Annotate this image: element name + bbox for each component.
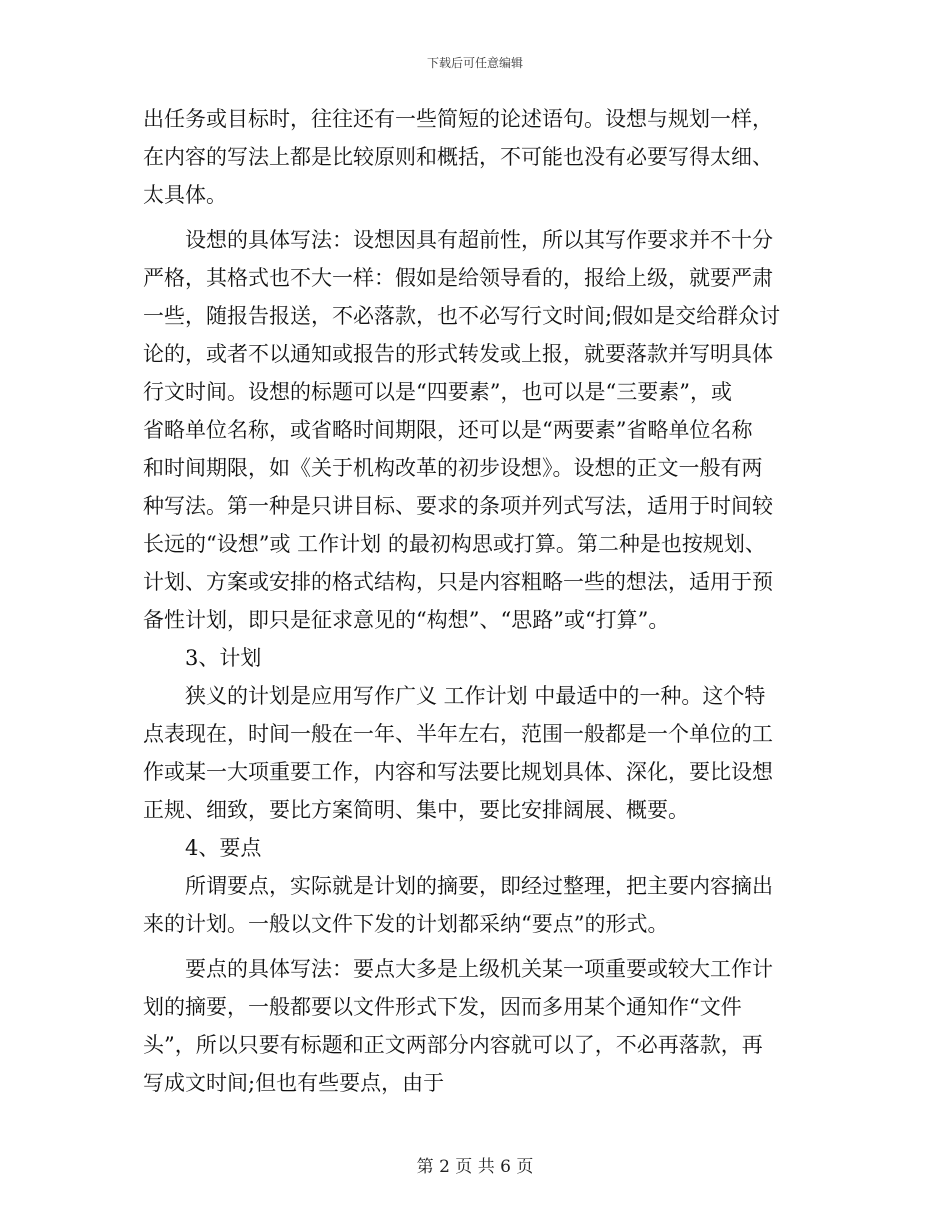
text-line: 划的摘要，一般都要以文件形式下发，因而多用某个通知作“文件	[143, 995, 742, 1019]
text-line: 狭义的计划是应用写作广义 工作计划 中最适中的一种。这个特	[143, 684, 766, 708]
paragraph-gap	[143, 214, 815, 221]
text-line: 行文时间。设想的标题可以是“四要素”，也可以是“三要素”，或	[143, 380, 732, 404]
text-line: 在内容的写法上都是比较原则和概括，不可能也没有必要写得太细、	[143, 145, 773, 169]
text-line: 正规、细致，要比方案简明、集中，要比安排阔展、概要。	[143, 798, 689, 822]
text-line: 太具体。	[143, 183, 227, 207]
paragraph-gap	[143, 943, 815, 950]
text-line: 一些，随报告报送，不必落款，也不必写行文时间;假如是交给群众讨	[143, 304, 781, 328]
text-line: 点表现在，时间一般在一年、半年左右，范围一般都是一个单位的工	[143, 722, 773, 746]
text-line: 要点的具体写法：要点大多是上级机关某一项重要或较大工作计	[143, 957, 773, 981]
text-line: 备性计划，即只是征求意见的“构想”、“思路”或“打算”。	[143, 608, 670, 632]
section-heading: 4、要点	[143, 836, 262, 860]
text-line: 省略单位名称，或省略时间期限，还可以是“两要素”省略单位名称	[143, 418, 753, 442]
text-line: 种写法。第一种是只讲目标、要求的条项并列式写法，适用于时间较	[143, 494, 773, 518]
text-line: 和时间期限，如《关于机构改革的初步设想》。设想的正文一般有两	[143, 456, 763, 480]
text-line: 所谓要点，实际就是计划的摘要，即经过整理，把主要内容摘出	[143, 874, 773, 898]
text-line: 作或某一大项重要工作，内容和写法要比规划具体、深化，要比设想	[143, 760, 773, 784]
text-line: 长远的“设想”或 工作计划 的最初构思或打算。第二种是也按规划、	[143, 532, 766, 556]
text-line: 写成文时间;但也有些要点，由于	[143, 1071, 445, 1095]
text-line: 头”，所以只要有标题和正文两部分内容就可以了，不必再落款，再	[143, 1033, 763, 1057]
text-line: 论的，或者不以通知或报告的形式转发或上报，就要落款并写明具体	[143, 342, 773, 366]
document-body	[143, 100, 815, 1102]
text-line: 计划、方案或安排的格式结构，只是内容粗略一些的想法，适用于预	[143, 570, 773, 594]
text-line: 来的计划。一般以文件下发的计划都采纳“要点”的形式。	[143, 912, 669, 936]
text-line: 出任务或目标时，往往还有一些简短的论述语句。设想与规划一样，	[143, 107, 773, 131]
text-line: 严格，其格式也不大一样：假如是给领导看的，报给上级，就要严肃	[143, 266, 773, 290]
section-heading: 3、计划	[143, 646, 262, 670]
text-line: 设想的具体写法：设想因具有超前性，所以其写作要求并不十分	[143, 228, 773, 252]
page-number-footer: 第 2 页 共 6 页	[416, 1157, 534, 1177]
page-header-note: 下载后可任意编辑	[426, 56, 523, 70]
